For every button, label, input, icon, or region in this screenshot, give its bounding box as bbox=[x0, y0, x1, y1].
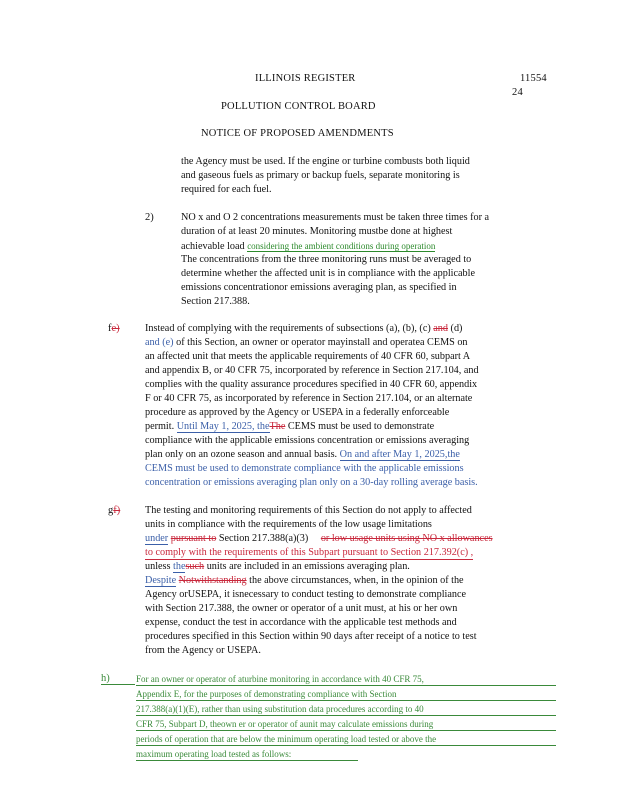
deleted-text: The bbox=[269, 421, 286, 432]
deleted-label: f) bbox=[113, 505, 121, 516]
item-label: h) bbox=[101, 673, 135, 685]
text-segment: unless bbox=[145, 561, 171, 572]
inserted-line: concentration or emissions averaging plan only on a 30-day rolling average basis. bbox=[145, 477, 478, 488]
text-line: Agency orUSEPA, it isnecessary to conduct testing to demonstrate compliance bbox=[145, 589, 467, 600]
notice-heading: NOTICE OF PROPOSED AMENDMENTS bbox=[201, 128, 394, 139]
text-line: procedure as approved by the Agency or USEPA in a federally enforceable bbox=[145, 407, 450, 418]
page-number: 11554 bbox=[520, 73, 547, 84]
text-line bbox=[145, 337, 468, 349]
text-line: determine whether the affected unit is in compliance with the applicable bbox=[181, 268, 476, 279]
inserted-line: periods of operation that are below the minimum operating load tested or above the bbox=[136, 734, 437, 744]
text-line: expense, conduct the test in accordance with the applicable test methods and bbox=[145, 617, 457, 628]
new-label: f bbox=[108, 323, 112, 334]
text-segment: permit. bbox=[145, 421, 175, 432]
text-segment: of this Section, an owner or operator mayinstall and operatea CEMS on bbox=[176, 337, 468, 348]
inserted-text: the bbox=[173, 561, 186, 572]
text-segment: plan only on an ozone season and annual basis. bbox=[145, 449, 338, 460]
inserted-line: CFR 75, Subpart D, theown er or operator of aunit may calculate emissions during bbox=[136, 719, 434, 729]
inserted-text: Despite bbox=[145, 575, 177, 586]
inserted-line: CEMS must be used to demonstrate compliance with the applicable emissions bbox=[145, 463, 464, 474]
text-line bbox=[181, 240, 435, 253]
inserted-line: maximum operating load tested as follows: bbox=[136, 749, 292, 759]
text-line: The testing and monitoring requirements of this Section do not apply to affected bbox=[145, 505, 472, 516]
deleted-text: such bbox=[185, 561, 205, 572]
insert-underline bbox=[136, 715, 556, 716]
deleted-text: pursuant to bbox=[170, 533, 217, 544]
deleted-label: e) bbox=[111, 323, 120, 334]
deleted-text: and bbox=[433, 323, 448, 334]
inserted-text: Until May 1, 2025, the bbox=[176, 421, 270, 432]
new-label: g bbox=[108, 505, 114, 516]
text-line: complies with the quality assurance procedures specified in 40 CFR 60, appendix bbox=[145, 379, 478, 390]
text-line bbox=[145, 421, 434, 433]
inserted-line: 217.388(a)(1)(E), rather than using substitution data procedures according to 40 bbox=[136, 704, 424, 714]
text-segment: Section 217.388(a)(3) bbox=[218, 533, 309, 544]
text-segment: Instead of complying with the requirements of subsections (a), (b), (c) bbox=[145, 323, 431, 334]
insert-underline bbox=[136, 760, 358, 761]
text-line: and appendix B, or 40 CFR 75, incorporated by reference in Section 217.104, and bbox=[145, 365, 479, 376]
text-line: from the Agency or USEPA. bbox=[145, 645, 261, 656]
text-line bbox=[145, 533, 493, 545]
text-line: an affected unit that meets the applicable requirements of 40 CFR 60, subpart A bbox=[145, 351, 471, 362]
insert-underline bbox=[136, 730, 556, 731]
inserted-line: For an owner or operator of aturbine monitoring in accordance with 40 CFR 75, bbox=[136, 674, 424, 684]
inserted-text: considering the ambient conditions during operation bbox=[247, 241, 436, 251]
text-line: compliance with the applicable emissions concentration or emissions averaging bbox=[145, 435, 470, 446]
text-line bbox=[145, 561, 410, 573]
text-segment: the above circumstances, when, in the opinion of the bbox=[249, 575, 464, 586]
register-title: ILLINOIS REGISTER bbox=[255, 73, 356, 84]
text-line: the Agency must be used. If the engine or turbine combusts both liquid bbox=[181, 156, 470, 167]
text-line: The concentrations from the three monitoring runs must be averaged to bbox=[181, 254, 472, 265]
text-line: units in compliance with the requirements of the low usage limitations bbox=[145, 519, 432, 530]
text-line bbox=[145, 575, 464, 587]
text-segment: units are included in an emissions averaging plan. bbox=[206, 561, 410, 572]
inserted-line: Appendix E, for the purposes of demonstrating compliance with Section bbox=[136, 689, 397, 699]
deleted-text: or low usage units using NO x allowances bbox=[320, 533, 493, 544]
item-label bbox=[108, 505, 120, 516]
insert-underline bbox=[136, 700, 556, 701]
text-line: duration of at least 20 minutes. Monitoring mustbe done at highest bbox=[181, 226, 453, 237]
inserted-text: under bbox=[145, 533, 169, 544]
deleted-text: Notwithstanding bbox=[178, 575, 247, 586]
item-label bbox=[108, 323, 120, 334]
text-line: required for each fuel. bbox=[181, 184, 272, 195]
item-number: 2) bbox=[145, 212, 154, 223]
text-line: procedures specified in this Section within 90 days after receipt of a notice to test bbox=[145, 631, 477, 642]
text-segment: achievable load bbox=[181, 241, 245, 252]
issue-number: 24 bbox=[512, 87, 523, 98]
inserted-text: On and after May 1, 2025,the bbox=[339, 449, 460, 460]
inserted-text: and (e) bbox=[145, 337, 174, 348]
text-line: emissions concentrationor emissions averaging plan, as specified in bbox=[181, 282, 457, 293]
insert-underline bbox=[136, 685, 556, 686]
board-name: POLLUTION CONTROL BOARD bbox=[221, 101, 376, 112]
text-line: F or 40 CFR 75, as incorporated by reference in Section 217.104, or an alternate bbox=[145, 393, 473, 404]
text-line: Section 217.388. bbox=[181, 296, 250, 307]
inserted-line: to comply with the requirements of this Subpart pursuant to Section 217.392(c) , bbox=[145, 547, 474, 558]
text-segment: (d) bbox=[450, 323, 463, 334]
text-line: with Section 217.388, the owner or operator of a unit must, at his or her own bbox=[145, 603, 458, 614]
text-line: NO x and O 2 concentrations measurements must be taken three times for a bbox=[181, 212, 490, 223]
text-segment: CEMS must be used to demonstrate bbox=[287, 421, 435, 432]
insert-underline bbox=[136, 745, 556, 746]
text-line bbox=[145, 323, 462, 335]
text-line: and gaseous fuels as primary or backup fuels, separate monitoring is bbox=[181, 170, 460, 181]
text-line bbox=[145, 449, 460, 461]
